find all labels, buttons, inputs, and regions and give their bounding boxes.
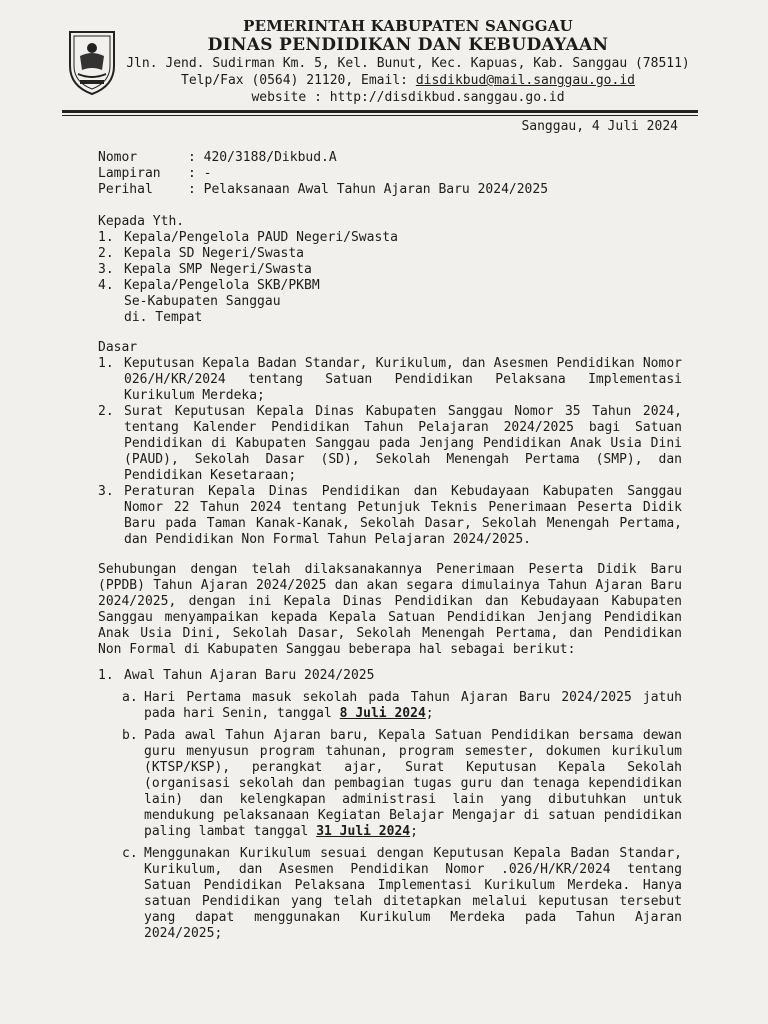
list-number: 2. <box>98 404 114 419</box>
agency-email[interactable]: disdikbud@mail.sanggau.go.id <box>415 73 635 88</box>
addressee-place: di. Tempat <box>124 310 203 325</box>
list-number: 1. <box>98 356 114 371</box>
list-text-part: Pada awal Tahun Ajaran baru, Kepala Satuan Pendidikan bersama dewan guru menyusun program tahunan, program semester, dokumen kurikulum (KTSP/KSP), perangkat ajar, Surat Keputusan Kepala Sekolah (organisasi sekolah dan pembagian tugas guru dan tenaga kependidikan lain) dan kelengkapan administrasi lain yang dibutuhkan untuk mendukung pelaksanaan Kegiatan Belajar Mengajar di satuan pendidikan paling lambat tanggal <box>144 728 682 839</box>
meta-value: : 420/3188/Dikbud.A <box>188 150 337 165</box>
basis-section <box>98 340 682 548</box>
section-1-items <box>122 690 682 942</box>
addressee-intro: Kepada Yth. <box>98 214 185 229</box>
list-text: Kepala SMP Negeri/Swasta <box>124 262 312 277</box>
meta-key: Perihal <box>98 182 153 197</box>
section-title: Awal Tahun Ajaran Baru 2024/2025 <box>124 668 375 683</box>
deadline-date: 8 Juli 2024 <box>339 706 426 721</box>
meta-key: Lampiran <box>98 166 161 181</box>
list-text-part: ; <box>425 706 434 721</box>
list-item <box>98 356 682 404</box>
list-item <box>98 246 682 262</box>
addressee-region-row <box>98 294 682 310</box>
list-text: Peraturan Kepala Dinas Pendidikan dan Kebudayaan Kabupaten Sanggau Nomor 22 Tahun 2024 tentang Petunjuk Teknis Penerimaan Peserta Didik Baru pada Taman Kanak-Kanak, Sekolah Dasar, Sekolah Menengah Pertama, dan Pendidikan Non Formal Tahun Pelajaran 2024/2025. <box>124 484 682 547</box>
meta-row <box>98 182 548 198</box>
letterhead-divider <box>62 110 698 113</box>
list-item <box>122 846 682 942</box>
addressee-region: Se-Kabupaten Sanggau <box>124 294 281 309</box>
meta-key: Nomor <box>98 150 138 165</box>
list-text: Kepala/Pengelola PAUD Negeri/Swasta <box>124 230 398 245</box>
list-number: 4. <box>98 278 114 293</box>
letter-date: Sanggau, 4 Juli 2024 <box>521 119 678 134</box>
addressee <box>98 214 682 326</box>
list-item <box>98 262 682 278</box>
meta-value: : Pelaksanaan Awal Tahun Ajaran Baru 2024/2025 <box>188 182 549 197</box>
letterhead-divider-thin <box>62 115 698 116</box>
list-text: Kepala SD Negeri/Swasta <box>124 246 305 261</box>
letterhead <box>118 18 698 106</box>
list-letter: a. <box>122 690 138 705</box>
agency-name: DINAS PENDIDIKAN DAN KEBUDAYAAN <box>207 35 609 55</box>
addressee-place-row <box>98 310 682 326</box>
agency-website[interactable]: website : http://disdikbud.sanggau.go.id <box>251 90 565 105</box>
list-item <box>122 690 682 722</box>
list-text: Kepala/Pengelola SKB/PKBM <box>124 278 320 293</box>
list-text: Keputusan Kepala Badan Standar, Kurikulum, dan Asesmen Pendidikan Nomor 026/H/KR/2024 tentang Satuan Pendidikan Pelaksana Implementasi Kurikulum Merdeka; <box>124 356 682 403</box>
government-name: PEMERINTAH KABUPATEN SANGGAU <box>243 17 573 35</box>
list-text <box>144 728 682 840</box>
list-text-part: ; <box>410 824 418 839</box>
contact-phone: Telp/Fax (0564) 21120, Email: <box>181 73 416 88</box>
basis-title: Dasar <box>98 340 138 355</box>
list-number: 3. <box>98 484 114 499</box>
intro-paragraph: Sehubungan dengan telah dilaksanakannya Penerimaan Peserta Didik Baru (PPDB) Tahun Ajaran 2024/2025 dan akan segara dimulainya Tahun Ajaran Baru 2024/2025, dengan ini Kepala Dinas Pendidikan dan Kebudayaan Kabupaten Sanggau menyampaikan kepada Kepala Satuan Pendidikan Jenjang Pendidikan Anak Usia Dini, Sekolah Dasar, Sekolah Menengah Pertama, dan Pendidikan Non Formal di Kabupaten Sanggau beberapa hal sebagai berikut: <box>98 562 682 657</box>
list-number: 1. <box>98 230 114 245</box>
list-number: 2. <box>98 246 114 261</box>
list-item <box>122 728 682 840</box>
section-heading <box>98 668 682 684</box>
list-item <box>98 484 682 548</box>
list-number: 3. <box>98 262 114 277</box>
list-text: Menggunakan Kurikulum sesuai dengan Keputusan Kepala Badan Standar, Kurikulum, dan Asesmen Pendidikan Nomor .026/H/KR/2024 tentang Satuan Pendidikan Pelaksana Implementasi Kurikulum Merdeka. Hanya satuan Pendidikan yang telah ditetapkan melalui keputusan tersebut yang dapat menggunakan Kurikulum Merdeka pada Tahun Ajaran 2024/2025; <box>144 846 682 941</box>
letter-meta <box>98 150 548 198</box>
meta-row <box>98 150 548 166</box>
list-item <box>98 404 682 484</box>
meta-value: : - <box>188 166 212 181</box>
meta-row <box>98 166 548 182</box>
agency-contact <box>118 72 698 89</box>
list-text: Surat Keputusan Kepala Dinas Kabupaten Sanggau Nomor 35 Tahun 2024, tentang Kalender Pendidikan Tahun Pelajaran 2024/2025 bagi Satuan Pendidikan di Kabupaten Sanggau pada Jenjang Pendidikan Anak Usia Dini (PAUD), Sekolah Dasar (SD), Sekolah Menengah Pertama (SMP), dan Pendidikan Kesetaraan; <box>124 404 682 483</box>
section-1 <box>98 668 682 684</box>
list-item <box>98 230 682 246</box>
list-letter: b. <box>122 728 138 743</box>
coat-of-arms-icon <box>66 26 118 96</box>
list-text-part: Hari Pertama masuk sekolah pada Tahun Ajaran Baru 2024/2025 jatuh pada hari Senin, tanggal <box>144 690 682 721</box>
list-text <box>144 690 682 722</box>
list-item <box>98 278 682 294</box>
agency-address: Jln. Jend. Sudirman Km. 5, Kel. Bunut, Kec. Kapuas, Kab. Sanggau (78511) <box>126 56 690 71</box>
list-letter: c. <box>122 846 138 861</box>
deadline-date: 31 Juli 2024 <box>316 824 411 839</box>
section-number: 1. <box>98 668 114 683</box>
